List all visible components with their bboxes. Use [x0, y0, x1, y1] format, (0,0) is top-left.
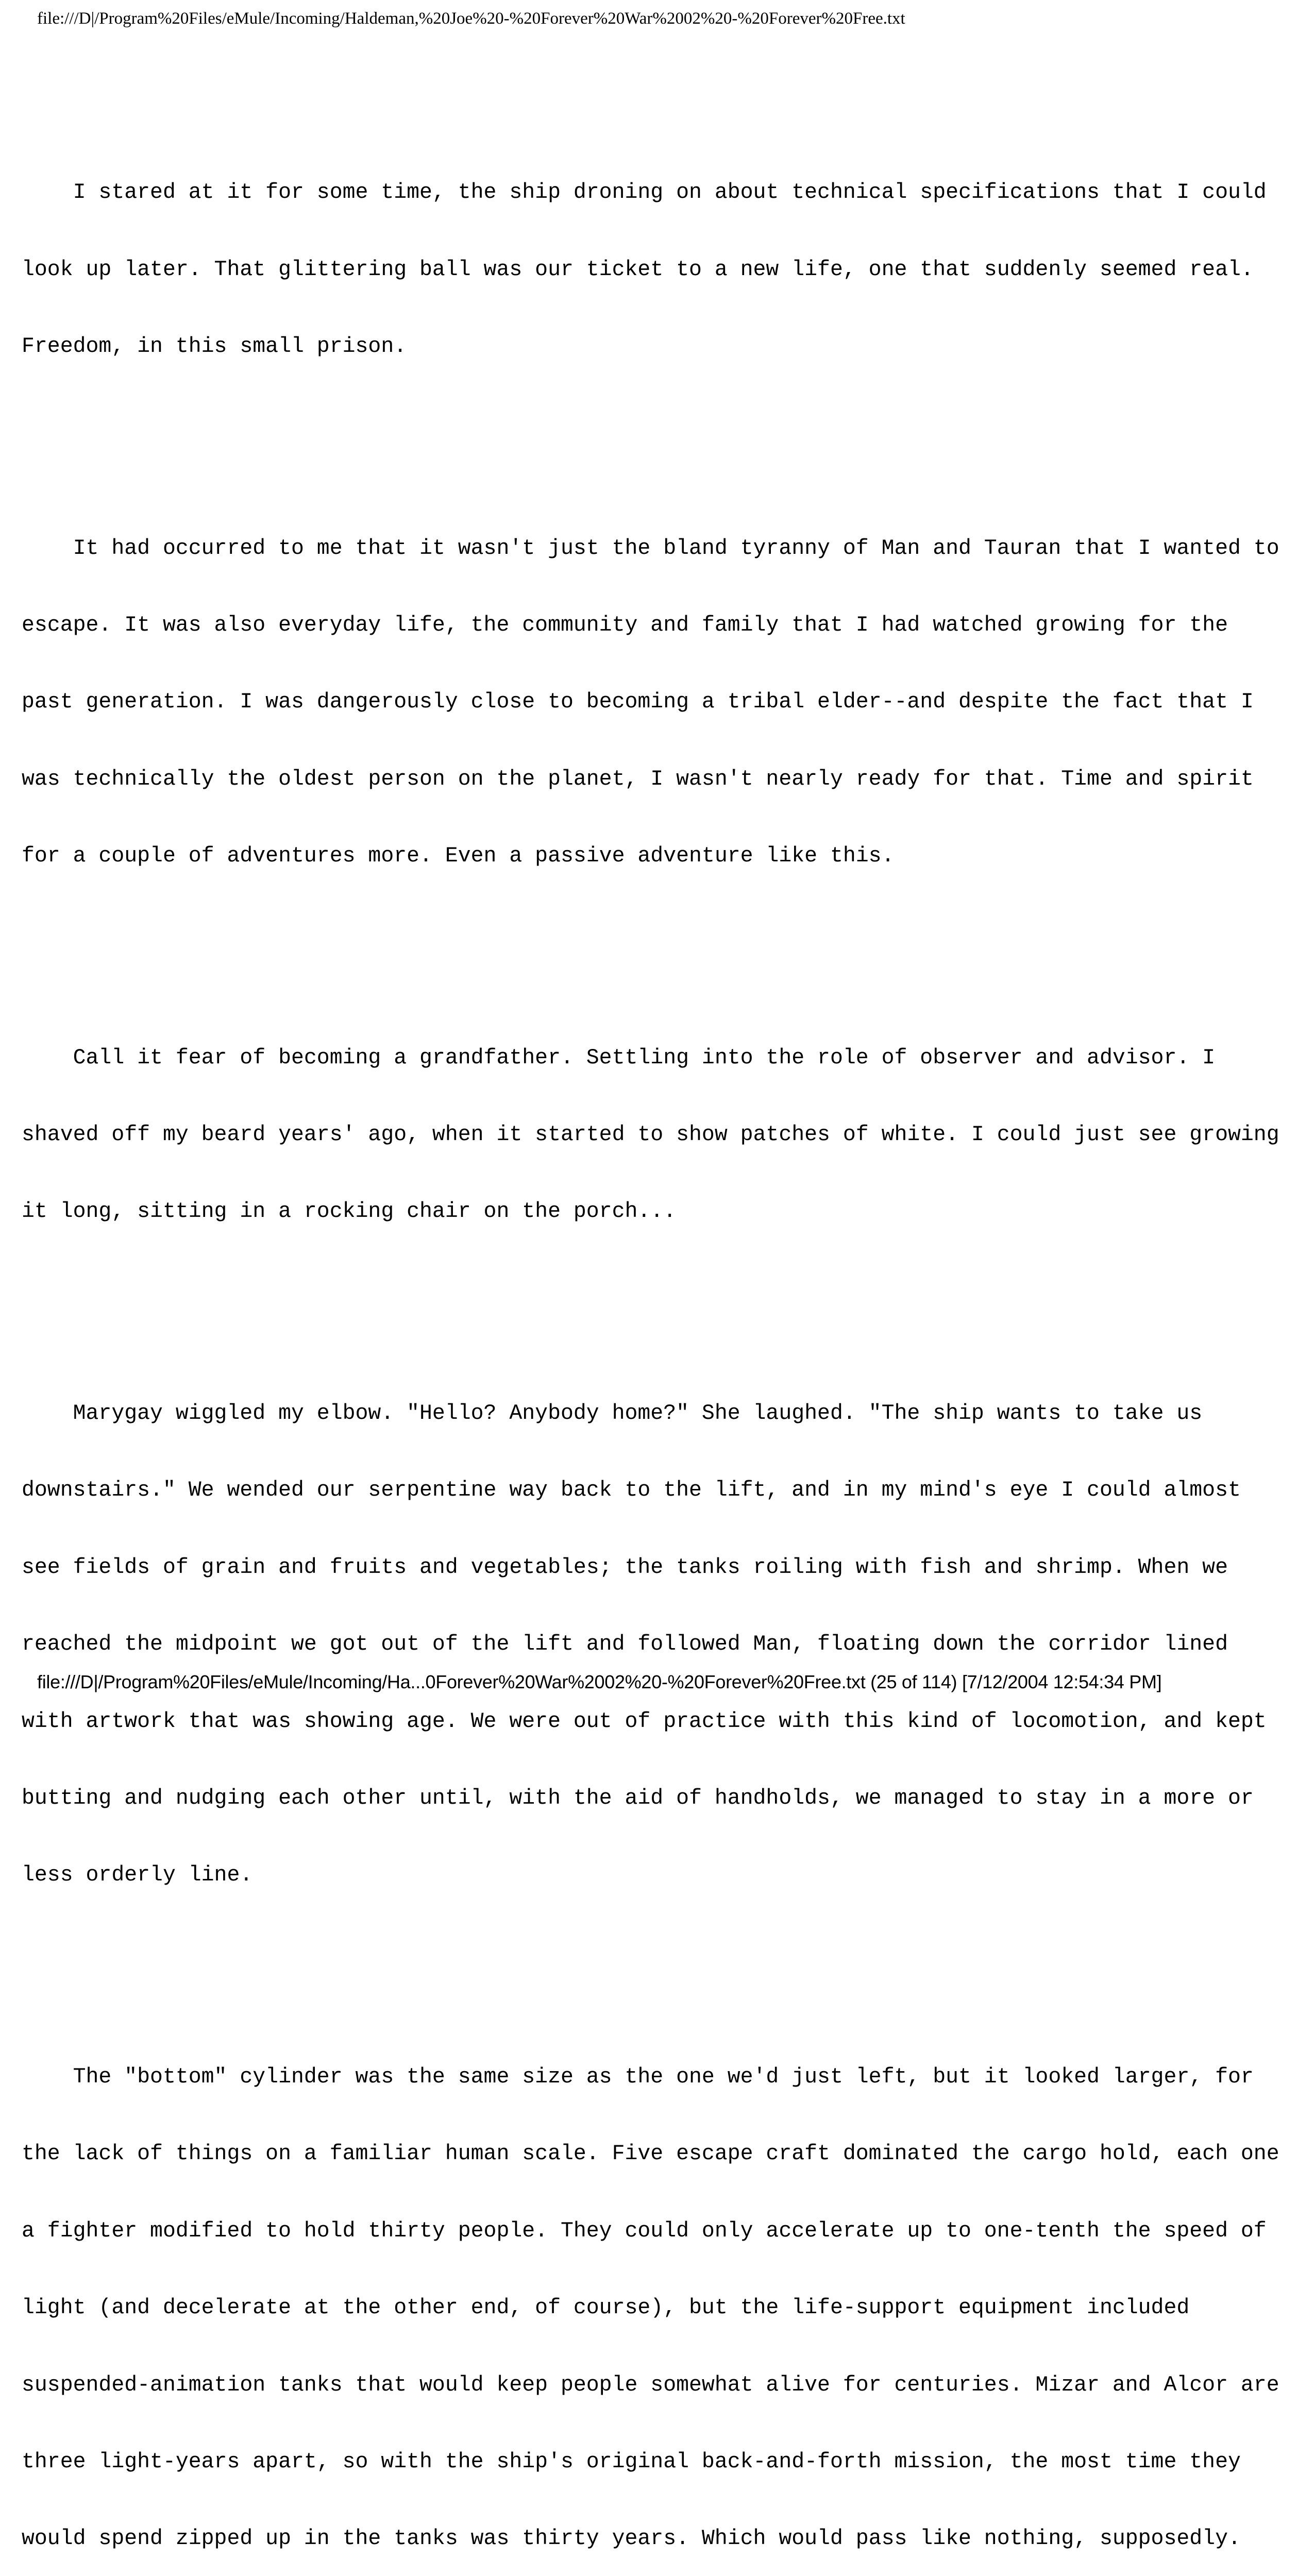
text-line: escape. It was also everyday life, the community and family that I had watched growing for the	[22, 613, 1228, 637]
text-line: It had occurred to me that it wasn't just the bland tyranny of Man and Tauran that I wanted to	[22, 536, 1279, 561]
text-line: downstairs." We wended our serpentine way back to the lift, and in my mind's eye I could almost	[22, 1478, 1241, 1503]
page-url-header: file:///D|/Program%20Files/eMule/Incoming/Haldeman,%20Joe%20-%20Forever%20War%2002%20-%20Forever%20Free.txt	[37, 9, 905, 28]
text-line: Marygay wiggled my elbow. "Hello? Anybody home?" She laughed. "The ship wants to take us	[22, 1401, 1203, 1426]
text-line: three light-years apart, so with the ship's original back-and-forth mission, the most time they	[22, 2449, 1241, 2474]
text-line: light (and decelerate at the other end, of course), but the life-support equipment included	[22, 2296, 1190, 2320]
text-line: shaved off my beard years' ago, when it started to show patches of white. I could just see growing	[22, 1123, 1279, 1147]
text-line: look up later. That glittering ball was our ticket to a new life, one that suddenly seemed real.	[22, 257, 1254, 282]
text-line: The "bottom" cylinder was the same size as the one we'd just left, but it looked larger, for	[22, 2064, 1254, 2089]
text-line: suspended-animation tanks that would keep people somewhat alive for centuries. Mizar and Alcor are	[22, 2372, 1279, 2397]
text-line: Freedom, in this small prison.	[22, 334, 407, 359]
text-line: reached the midpoint we got out of the lift and followed Man, floating down the corridor lined	[22, 1632, 1228, 1657]
text-line: the lack of things on a familiar human scale. Five escape craft dominated the cargo hold, each one	[22, 2142, 1279, 2166]
page-footer: file:///D|/Program%20Files/eMule/Incoming/Ha...0Forever%20War%2002%20-%20Forever%20Free.txt (25 of 114) [7/12/2004 12:54:34 PM]	[37, 1671, 1162, 1692]
text-line: with artwork that was showing age. We were out of practice with this kind of locomotion, and kept	[22, 1709, 1267, 1734]
text-line: past generation. I was dangerously close to becoming a tribal elder--and despite the fact that I	[22, 690, 1254, 715]
text-line: it long, sitting in a rocking chair on the porch...	[22, 1199, 677, 1224]
text-line: less orderly line.	[22, 1863, 253, 1888]
text-line: would spend zipped up in the tanks was thirty years. Which would pass like nothing, supposedly.	[22, 2527, 1241, 2551]
paragraph	[22, 1349, 1300, 1939]
text-line: butting and nudging each other until, with the aid of handholds, we managed to stay in a more or	[22, 1786, 1254, 1810]
text-line: was technically the oldest person on the planet, I wasn't nearly ready for that. Time and spirit	[22, 767, 1254, 791]
document-body	[22, 77, 1300, 2576]
text-line: a fighter modified to hold thirty people. They could only accelerate up to one-tenth the speed of	[22, 2218, 1267, 2243]
paragraph	[22, 994, 1300, 1276]
text-line: Call it fear of becoming a grandfather. Settling into the role of observer and advisor. I	[22, 1045, 1216, 1070]
text-line: see fields of grain and fruits and vegetables; the tanks roiling with fish and shrimp. When we	[22, 1555, 1228, 1580]
paragraph	[22, 129, 1300, 411]
paragraph	[22, 2013, 1300, 2576]
text-line: I stared at it for some time, the ship droning on about technical specifications that I could	[22, 180, 1267, 205]
paragraph	[22, 484, 1300, 921]
text-line: for a couple of adventures more. Even a passive adventure like this.	[22, 844, 895, 869]
